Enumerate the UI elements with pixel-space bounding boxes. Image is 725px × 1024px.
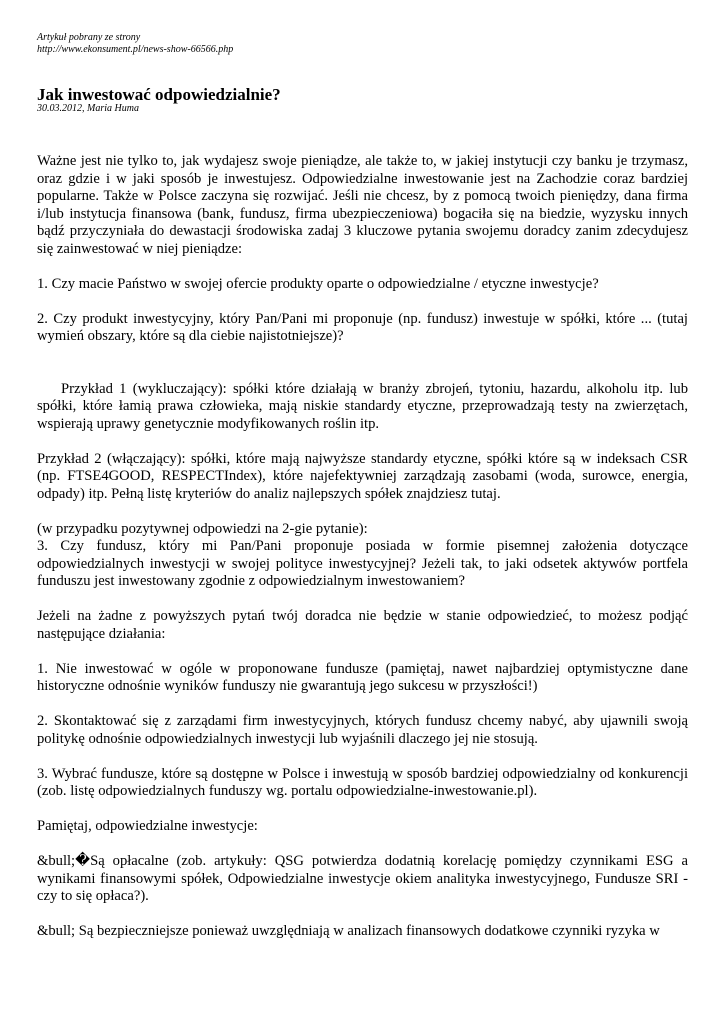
paragraph-intro: Ważne jest nie tylko to, jak wydajesz swoje pieniądze, ale także to, w jakiej instytucji czy banku je trzymasz, oraz gdzie i w jaki sposób je inwestujesz. Odpowiedzialne inwestowanie jest na Zachodzie coraz bardziej popularne. Także w Polsce zaczyna się rozwijać. Jeśli nie chcesz, by z pomocą twoich pieniędzy, dana firma i/lub instytucja finansowa (bank, fundusz, firma ubezpieczeniowa) bogaciła się na biedzie, wyzysku innych bądź przyczyniała do dewastacji środowiska zadaj 3 kluczowe pytania swojemu doradcy zanim zdecydujesz się zainwestować w niej pieniądze: [37,153,688,257]
article-body [37,153,688,941]
paragraph-action-3: 3. Wybrać fundusze, które są dostępne w Polsce i inwestują w sposób bardziej odpowiedzialny od konkurencji (zob. listę odpowiedzialnych funduszy wg. portalu odpowiedzialne-inwestowanie.pl). [37,765,688,799]
article-byline: 30.03.2012, Maria Huma [37,103,139,114]
paragraph-example-2: Przykład 2 (włączający): spółki, które mają najwyższe standardy etyczne, spółki które są w indeksach CSR (np. FTSE4GOOD, RESPECTIndex), które najefektywniej zarządzają zasobami (woda, surowce, energia, odpady) itp. Pełną listę kryteriów do analiz najlepszych spółek znajdziesz tutaj. [37,450,688,502]
article-title: Jak inwestować odpowiedzialnie? [37,85,281,104]
paragraph-condition: (w przypadku pozytywnej odpowiedzi na 2-gie pytanie): [37,520,368,537]
paragraph-remember: Pamiętaj, odpowiedzialne inwestycje: [37,818,258,834]
paragraph-actions-intro: Jeżeli na żadne z powyższych pytań twój doradca nie będzie w stanie odpowiedzieć, to możesz podjąć następujące działania: [37,608,688,642]
paragraph-example-1: Przykład 1 (wykluczający): spółki które działają w branży zbrojeń, tytoniu, hazardu, alkoholu itp. lub spółki, które łamią prawa człowieka, mają niskie standardy etyczne, przeprowadzają testy na zwierzętach, wspierają uprawy genetycznie modyfikowanych roślin itp. [37,380,688,432]
source-label: Artykuł pobrany ze strony [37,32,141,43]
paragraph-bullet-1: &bull;�Są opłacalne (zob. artykuły: QSG potwierdza dodatnią korelację pomiędzy czynnikami ESG a wynikami finansowymi spółek, Odpowiedzialne inwestycje okiem analityka inwestycyjnego, Fundusze SRI - czy to się opłaca?). [37,853,688,904]
paragraph-question-3: 3. Czy fundusz, który mi Pan/Pani proponuje posiada w formie pisemnej założenia dotyczące odpowiedzialnych inwestycji w swojej polityce inwestycyjnej? Jeżeli tak, to jaki odsetek aktywów portfela funduszu jest inwestowany zgodnie z odpowiedzialnym inwestowaniem? [37,538,688,589]
source-url: http://www.ekonsument.pl/news-show-66566.php [37,44,234,55]
paragraph-action-1: 1. Nie inwestować w ogóle w proponowane fundusze (pamiętaj, nawet najbardziej optymistyczne dane historyczne odnośnie wyników funduszy nie gwarantują jego sukcesu w przyszłości!) [37,660,688,694]
paragraph-question-2: 2. Czy produkt inwestycyjny, który Pan/Pani mi proponuje (np. fundusz) inwestuje w spółki, które ... (tutaj wymień obszary, które są dla ciebie najistotniejsze)? [37,310,688,344]
paragraph-action-2: 2. Skontaktować się z zarządami firm inwestycyjnych, których fundusz chcemy nabyć, aby ujawnili swoją politykę odnośnie odpowiedzialnych inwestycji lub wyjaśnili dlaczego jej nie stosują. [37,713,688,747]
paragraph-question-1: 1. Czy macie Państwo w swojej ofercie produkty oparte o odpowiedzialne / etyczne inwestycje? [37,275,599,292]
source-note [37,32,233,56]
paragraph-bullet-2: &bull; Są bezpieczniejsze ponieważ uwzględniają w analizach finansowych dodatkowe czynniki ryzyka w [37,923,660,939]
